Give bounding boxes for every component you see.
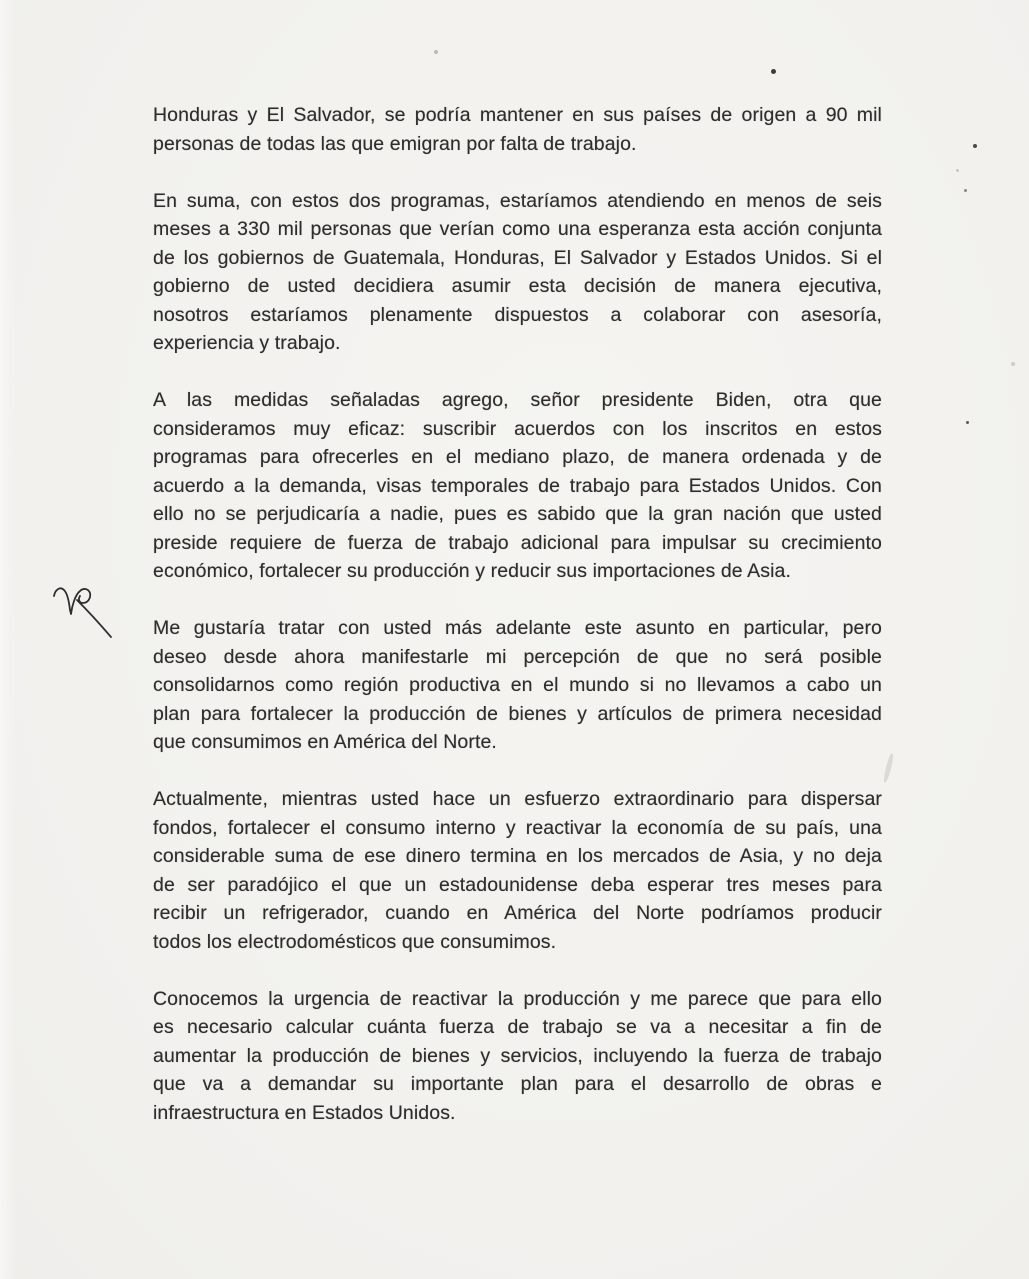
text-line: infraestructura en Estados Unidos. <box>153 1101 456 1124</box>
text-line: A las medidas señaladas agrego, señor presidente Biden, otra que <box>153 389 882 411</box>
scan-smudge <box>882 753 894 783</box>
text-line: aumentar la producción de bienes y servicios, incluyendo la fuerza de trabajo <box>153 1044 882 1067</box>
text-line: todos los electrodomésticos que consumimos. <box>153 930 557 953</box>
scan-speck <box>966 421 969 424</box>
paragraph-5 <box>153 785 882 956</box>
scan-speck <box>956 169 959 172</box>
scan-speck <box>973 144 977 148</box>
scan-speck <box>1011 362 1015 366</box>
text-line: es necesario calcular cuánta fuerza de trabajo se va a necesitar a fin de <box>153 1016 882 1038</box>
text-line: experiencia y trabajo. <box>153 332 341 354</box>
text-line: ello no se perjudicaría a nadie, pues es sabido que la gran nación que usted <box>153 503 882 525</box>
paragraph-3 <box>153 386 882 586</box>
text-line: de los gobiernos de Guatemala, Honduras, El Salvador y Estados Unidos. Si el <box>153 246 882 269</box>
paragraph-2 <box>153 187 882 358</box>
text-line: programas para ofrecerles en el mediano plazo, de manera ordenada y de <box>153 446 882 468</box>
scan-speck <box>771 69 776 74</box>
paragraph-6 <box>153 985 882 1128</box>
text-line: preside requiere de fuerza de trabajo adicional para impulsar su crecimiento <box>153 531 882 554</box>
text-line: considerable suma de ese dinero termina en los mercados de Asia, y no deja <box>153 845 882 867</box>
text-line: En suma, con estos dos programas, estaríamos atendiendo en menos de seis <box>153 189 882 212</box>
paragraph-4 <box>153 614 882 757</box>
text-line: gobierno de usted decidiera asumir esta decisión de manera ejecutiva, <box>153 275 882 297</box>
text-line: fondos, fortalecer el consumo interno y reactivar la economía de su país, una <box>153 816 882 839</box>
scan-speck <box>434 50 438 54</box>
text-line: acuerdo a la demanda, visas temporales de trabajo para Estados Unidos. Con <box>153 474 882 497</box>
text-line: consideramos muy eficaz: suscribir acuerdos con los inscritos en estos <box>153 417 882 440</box>
paragraph-1 <box>153 101 882 158</box>
text-line: que consumimos en América del Norte. <box>153 731 497 753</box>
text-line: que va a demandar su importante plan para el desarrollo de obras e <box>153 1073 882 1095</box>
text-line: Conocemos la urgencia de reactivar la producción y me parece que para ello <box>153 987 882 1010</box>
letter-body <box>153 101 882 1156</box>
text-line: nosotros estaríamos plenamente dispuestos a colaborar con asesoría, <box>153 303 882 326</box>
text-line: consolidarnos como región productiva en el mundo si no llevamos a cabo un <box>153 674 882 696</box>
text-line: Actualmente, mientras usted hace un esfuerzo extraordinario para dispersar <box>153 788 882 810</box>
text-line: deseo desde ahora manifestarle mi percepción de que no será posible <box>153 645 882 668</box>
text-line: recibir un refrigerador, cuando en América del Norte podríamos producir <box>153 902 882 924</box>
text-line: personas de todas las que emigran por falta de trabajo. <box>153 132 637 155</box>
text-line: económico, fortalecer su producción y reducir sus importaciones de Asia. <box>153 560 792 582</box>
text-line: meses a 330 mil personas que verían como una esperanza esta acción conjunta <box>153 218 882 240</box>
text-line: Honduras y El Salvador, se podría mantener en sus países de origen a 90 mil <box>153 104 882 126</box>
scan-speck <box>964 189 967 192</box>
handwritten-check-scribble-icon <box>47 580 119 644</box>
text-line: Me gustaría tratar con usted más adelante este asunto en particular, pero <box>153 617 882 639</box>
scan-edge-highlight <box>0 0 16 1279</box>
text-line: de ser paradójico el que un estadounidense deba esperar tres meses para <box>153 873 882 896</box>
text-line: plan para fortalecer la producción de bienes y artículos de primera necesidad <box>153 702 882 725</box>
